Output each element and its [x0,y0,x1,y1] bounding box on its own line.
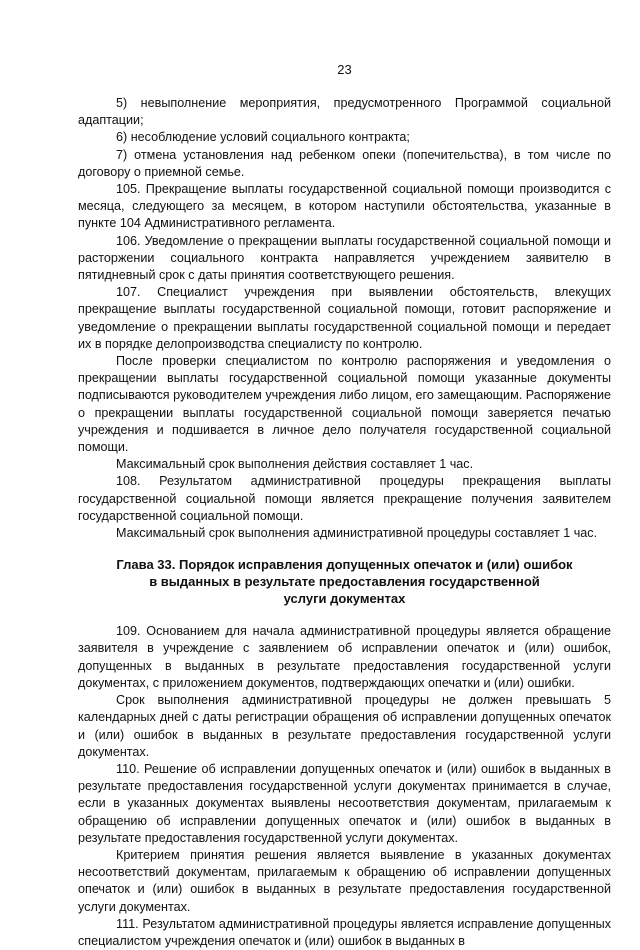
paragraph: 107. Специалист учреждения при выявлении обстоятельств, влекущих прекращение выплаты государственной социальной помощи, готовит распоряжение и уведомление о прекращении выплаты государственной социальной помощи и передает их в порядке делопроизводства специалисту по контролю. [78,285,611,351]
paragraph: 111. Результатом административной процедуры является исправление допущенных специалистом учреждения опечаток и (или) ошибок в выданных в [78,916,611,948]
paragraph: Срок выполнения административной процедуры не должен превышать 5 календарных дней с даты регистрации обращения об исправлении допущенных опечаток и (или) ошибок в выданных в результате предоставления государственной услуги документах. [78,693,611,759]
section-a [78,95,611,542]
paragraph: 6) несоблюдение условий социального контракта; [116,130,410,145]
paragraph: 5) невыполнение мероприятия, предусмотренного Программой социальной адаптации; [78,96,611,128]
paragraph: 108. Результатом административной процедуры прекращения выплаты государственной социальной помощи является прекращение получения заявителем государственной социальной помощи. [78,474,611,523]
paragraph: 7) отмена установления над ребенком опеки (попечительства), в том числе по договору о приемной семье. [78,147,611,179]
paragraph: После проверки специалистом по контролю распоряжения и уведомления о прекращении выплаты государственной социальной помощи указанные документы подписываются руководителем учреждения либо лицом, его замещающим. Распоряжение о прекращении выплаты государственной социальной помощи заверяется печатью учреждения и подшивается в личное дело получателя государственной социальной помощи. [78,354,611,455]
paragraph: 109. Основанием для начала административной процедуры является обращение заявителя в учреждение с заявлением об исправлении опечаток и (или) ошибок, допущенных в выданных в результате предоставления государственной услуги документах, с приложением документов, подтверждающих опечатки и (или) ошибки. [78,624,611,690]
section-b [78,623,611,950]
paragraph: Максимальный срок выполнения административной процедуры составляет 1 час. [116,526,598,541]
paragraph: 110. Решение об исправлении допущенных опечаток и (или) ошибок в выданных в результате предоставления государственной услуги документах принимается в случае, если в указанных документах выявлены несоответствия документам, прилагаемым к обращению об исправлении допущенных опечаток и (или) ошибок в выданных в результате предоставления государственной услуги документах. [78,761,611,845]
paragraph: Максимальный срок выполнения действия составляет 1 час. [116,457,474,472]
chapter-heading-line: Глава 33. Порядок исправления допущенных опечаток и (или) ошибок [116,557,573,573]
chapter-heading-line: в выданных в результате предоставления государственной [149,574,540,590]
paragraph: Критерием принятия решения является выявление в указанных документах несоответствий документам, прилагаемым к обращению об исправлении допущенных опечаток и (или) ошибок в выданных в результате предоставления государственной услуги документах. [78,847,611,914]
chapter-heading [78,556,611,607]
chapter-heading-line: услуги документах [283,591,406,607]
page-number: 23 [337,62,352,77]
paragraph: 106. Уведомление о прекращении выплаты государственной социальной помощи и расторжении социального контракта направляется учреждением заявителю в пятидневный срок с даты принятия соответствующего решения. [78,233,611,283]
paragraph: 105. Прекращение выплаты государственной социальной помощи производится с месяца, следующего за месяцем, в котором наступили обстоятельства, указанные в пункте 104 Административного регламента. [78,182,611,231]
